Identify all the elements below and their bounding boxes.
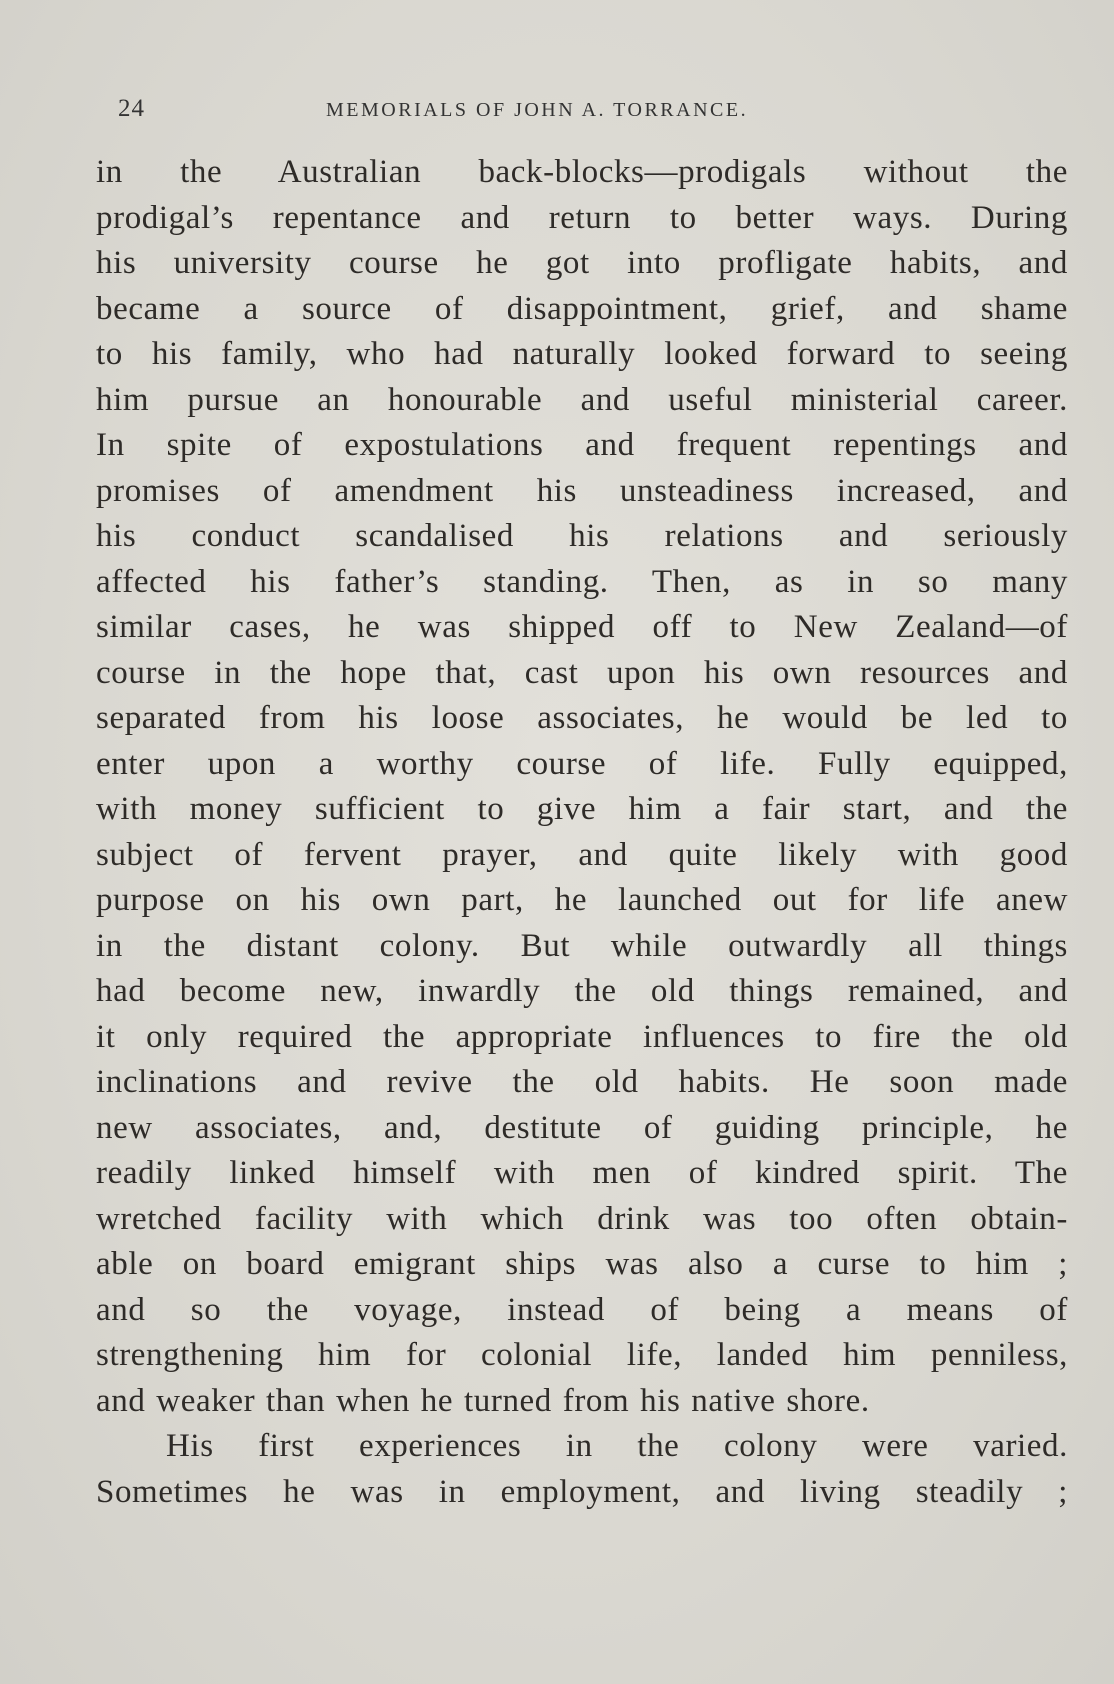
text-line: course in the hope that, cast upon his own resources and: [96, 654, 1068, 691]
page-number: 24: [118, 95, 145, 122]
text-line: it only required the appropriate influences to fire the old: [96, 1018, 1068, 1055]
text-line: strengthening him for colonial life, landed him penniless,: [96, 1337, 1068, 1373]
text-line: to his family, who had naturally looked forward to seeing: [96, 336, 1068, 372]
text-line: In spite of expostulations and frequent repentings and: [96, 427, 1068, 463]
running-title: MEMORIALS OF JOHN A. TORRANCE.: [326, 99, 749, 121]
paragraph-start-line: His first experiences in the colony were varied.: [166, 1428, 1068, 1464]
text-line: and so the voyage, instead of being a means of: [96, 1291, 1068, 1328]
body-text: [96, 150, 1068, 1515]
text-line: subject of fervent prayer, and quite likely with good: [96, 836, 1068, 873]
text-line: wretched facility with which drink was too often obtain-: [96, 1200, 1068, 1237]
text-line: prodigal’s repentance and return to better ways. During: [96, 199, 1068, 236]
text-line: had become new, inwardly the old things remained, and: [96, 973, 1068, 1009]
text-line: purpose on his own part, he launched out for life anew: [96, 882, 1068, 918]
text-line: Sometimes he was in employment, and living steadily ;: [96, 1473, 1068, 1510]
text-line: new associates, and, destitute of guiding principle, he: [96, 1109, 1068, 1146]
running-head: [110, 95, 990, 125]
text-line: became a source of disappointment, grief, and shame: [96, 290, 1068, 327]
text-line: in the Australian back-blocks—prodigals without the: [96, 154, 1068, 190]
text-line: similar cases, he was shipped off to New Zealand—of: [96, 609, 1068, 645]
text-line: in the distant colony. But while outwardly all things: [96, 927, 1068, 964]
text-line: readily linked himself with men of kindred spirit. The: [96, 1155, 1068, 1191]
text-line: his university course he got into profligate habits, and: [96, 245, 1068, 281]
text-line: him pursue an honourable and useful ministerial career.: [96, 381, 1068, 418]
text-line: able on board emigrant ships was also a curse to him ;: [96, 1246, 1068, 1282]
text-line: promises of amendment his unsteadiness increased, and: [96, 472, 1068, 509]
text-line: inclinations and revive the old habits. He soon made: [96, 1064, 1068, 1100]
text-line: enter upon a worthy course of life. Fully equipped,: [96, 745, 1068, 782]
paragraph-end-line: and weaker than when he turned from his native shore.: [96, 1382, 870, 1419]
text-line: with money sufficient to give him a fair start, and the: [96, 791, 1068, 827]
text-line: his conduct scandalised his relations and seriously: [96, 518, 1068, 554]
text-line: affected his father’s standing. Then, as in so many: [96, 563, 1068, 600]
text-line: separated from his loose associates, he would be led to: [96, 700, 1068, 736]
